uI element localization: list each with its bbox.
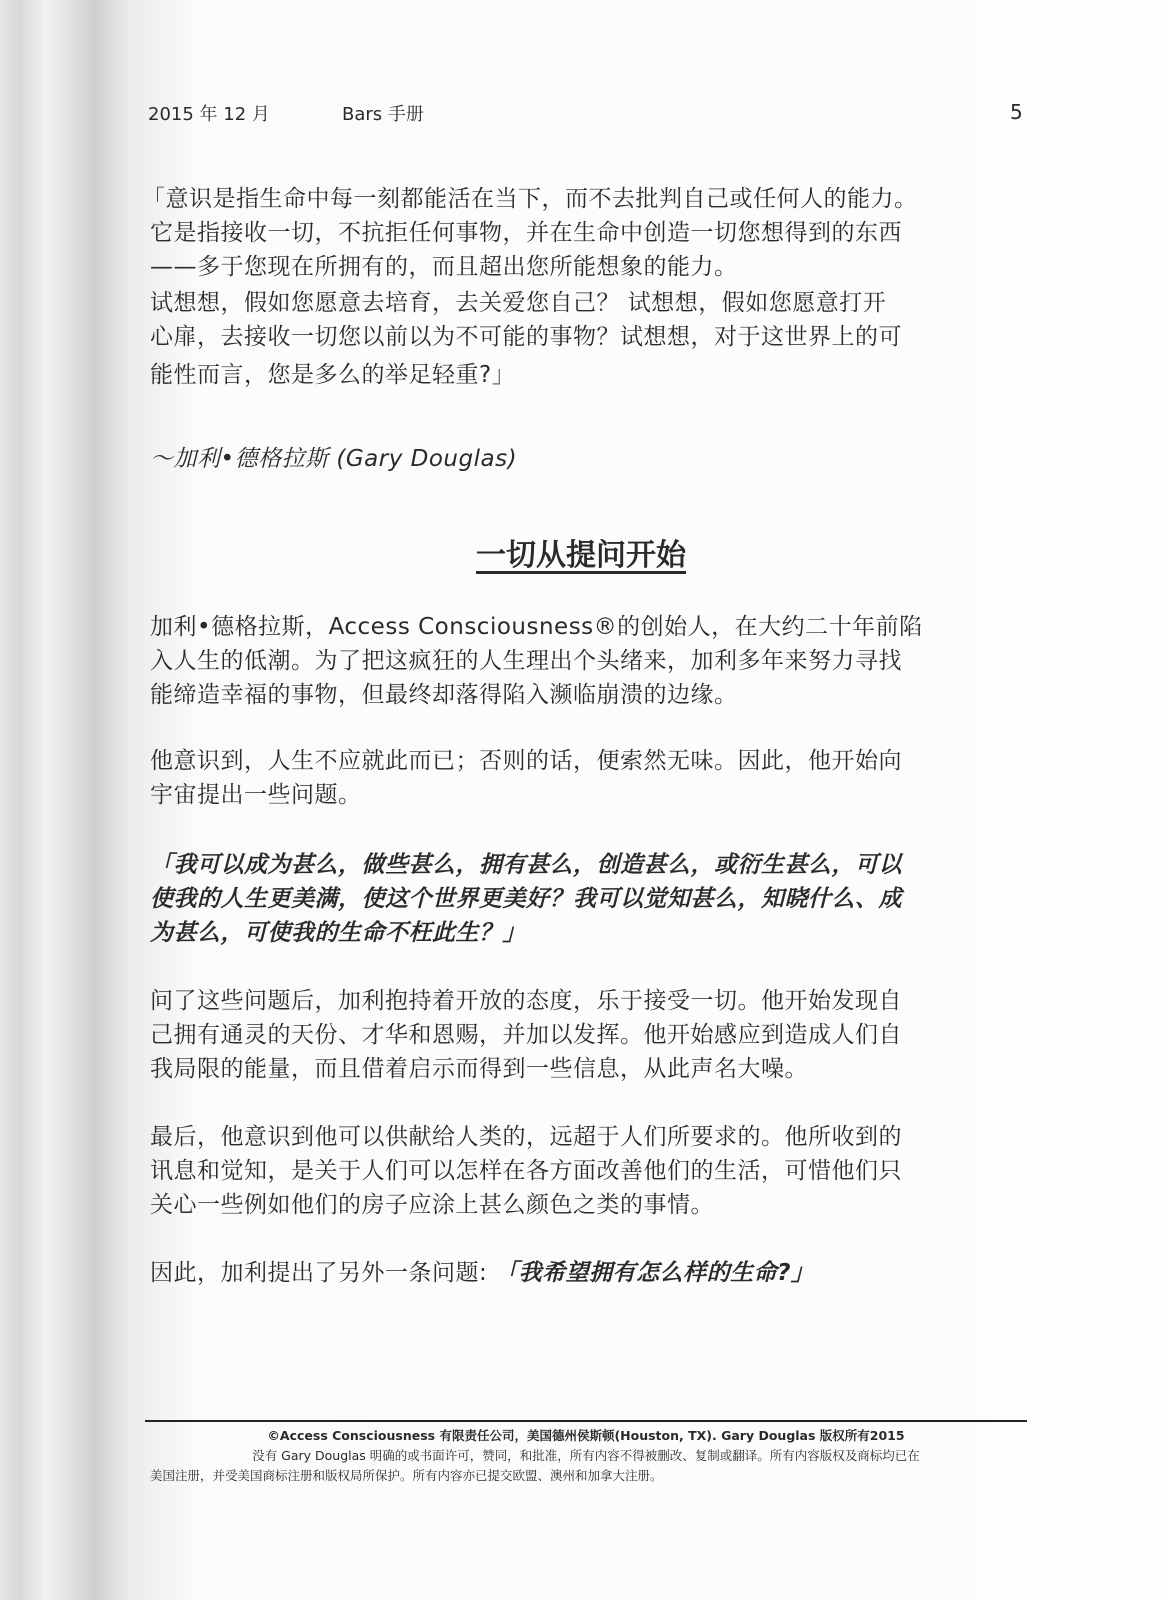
paragraph-line: 他意识到，人生不应就此而已；否则的话，便索然无味。因此，他开始向 (150, 748, 902, 774)
quote-line: 「意识是指生命中每一刻都能活在当下，而不去批判自己或任何人的能力。 (142, 186, 918, 212)
quote-line: 它是指接收一切，不抗拒任何事物，并在生命中创造一切您想得到的东西 (150, 220, 902, 246)
quote-line: ——多于您现在所拥有的，而且超出您所能想象的能力。 (150, 254, 738, 280)
final-line (150, 1254, 814, 1287)
question-quote-line: 使我的人生更美满，使这个世界更美好？我可以觉知甚么，知晓什么、成 (150, 886, 902, 912)
quote-line: 能性而言，您是多么的举足轻重?」 (150, 362, 516, 388)
paragraph-line: 讯息和觉知，是关于人们可以怎样在各方面改善他们的生活，可惜他们只 (150, 1158, 902, 1184)
quote-line: 心扉，去接收一切您以前以为不可能的事物？试想想，对于这世界上的可 (150, 324, 902, 350)
footer-notice: 没有 Gary Douglas 明确的或书面许可，赞同，和批准，所有内容不得被删改、复制或翻译。所有内容版权及商标均已在 (252, 1448, 920, 1463)
header-manual-title: Bars 手册 (342, 104, 424, 125)
quote-line: 试想想，假如您愿意去培育，去关爱您自己？ 试想想，假如您愿意打开 (150, 290, 887, 316)
paragraph-line: 加利•德格拉斯，Access Consciousness®的创始人，在大约二十年前陷 (150, 614, 923, 640)
question-quote-line: 「我可以成为甚么，做些甚么，拥有甚么，创造甚么，或衍生甚么，可以 (150, 852, 902, 878)
paragraph-line: 问了这些问题后，加利抱持着开放的态度，乐于接受一切。他开始发现自 (150, 988, 902, 1014)
paragraph-line: 入人生的低潮。为了把这疯狂的人生理出个头绪来，加利多年来努力寻找 (150, 648, 902, 674)
paragraph-line: 我局限的能量，而且借着启示而得到一些信息，从此声名大噪。 (150, 1056, 808, 1082)
final-question: 「我希望拥有怎么样的生命?」 (495, 1260, 815, 1286)
question-quote-line: 为甚么，可使我的生命不枉此生？」 (150, 920, 526, 946)
attribution: ～加利•德格拉斯 (Gary Douglas) (150, 446, 518, 472)
page-number: 5 (1010, 100, 1023, 124)
header-date: 2015 年 12 月 (148, 104, 270, 125)
footer-notice: 美国注册，并受美国商标注册和版权局所保护。所有内容亦已提交欧盟、澳州和加拿大注册。 (150, 1468, 663, 1483)
paragraph-line: 宇宙提出一些问题。 (150, 782, 362, 808)
paragraph-line: 己拥有通灵的天份、才华和恩赐，并加以发挥。他开始感应到造成人们自 (150, 1022, 902, 1048)
paragraph-line: 最后，他意识到他可以供献给人类的，远超于人们所要求的。他所收到的 (150, 1124, 902, 1150)
paragraph-line: 关心一些例如他们的房子应涂上甚么颜色之类的事情。 (150, 1192, 714, 1218)
footer-divider (145, 1420, 1027, 1422)
footer-copyright: ©Access Consciousness 有限责任公司，美国德州侯斯顿(Houston, TX). Gary Douglas 版权所有2015 (267, 1428, 905, 1443)
final-line-prefix: 因此，加利提出了另外一条问题: (150, 1260, 496, 1286)
section-title: 一切从提问开始 (476, 538, 686, 573)
paragraph-line: 能缔造幸福的事物，但最终却落得陷入濒临崩溃的边缘。 (150, 682, 738, 708)
